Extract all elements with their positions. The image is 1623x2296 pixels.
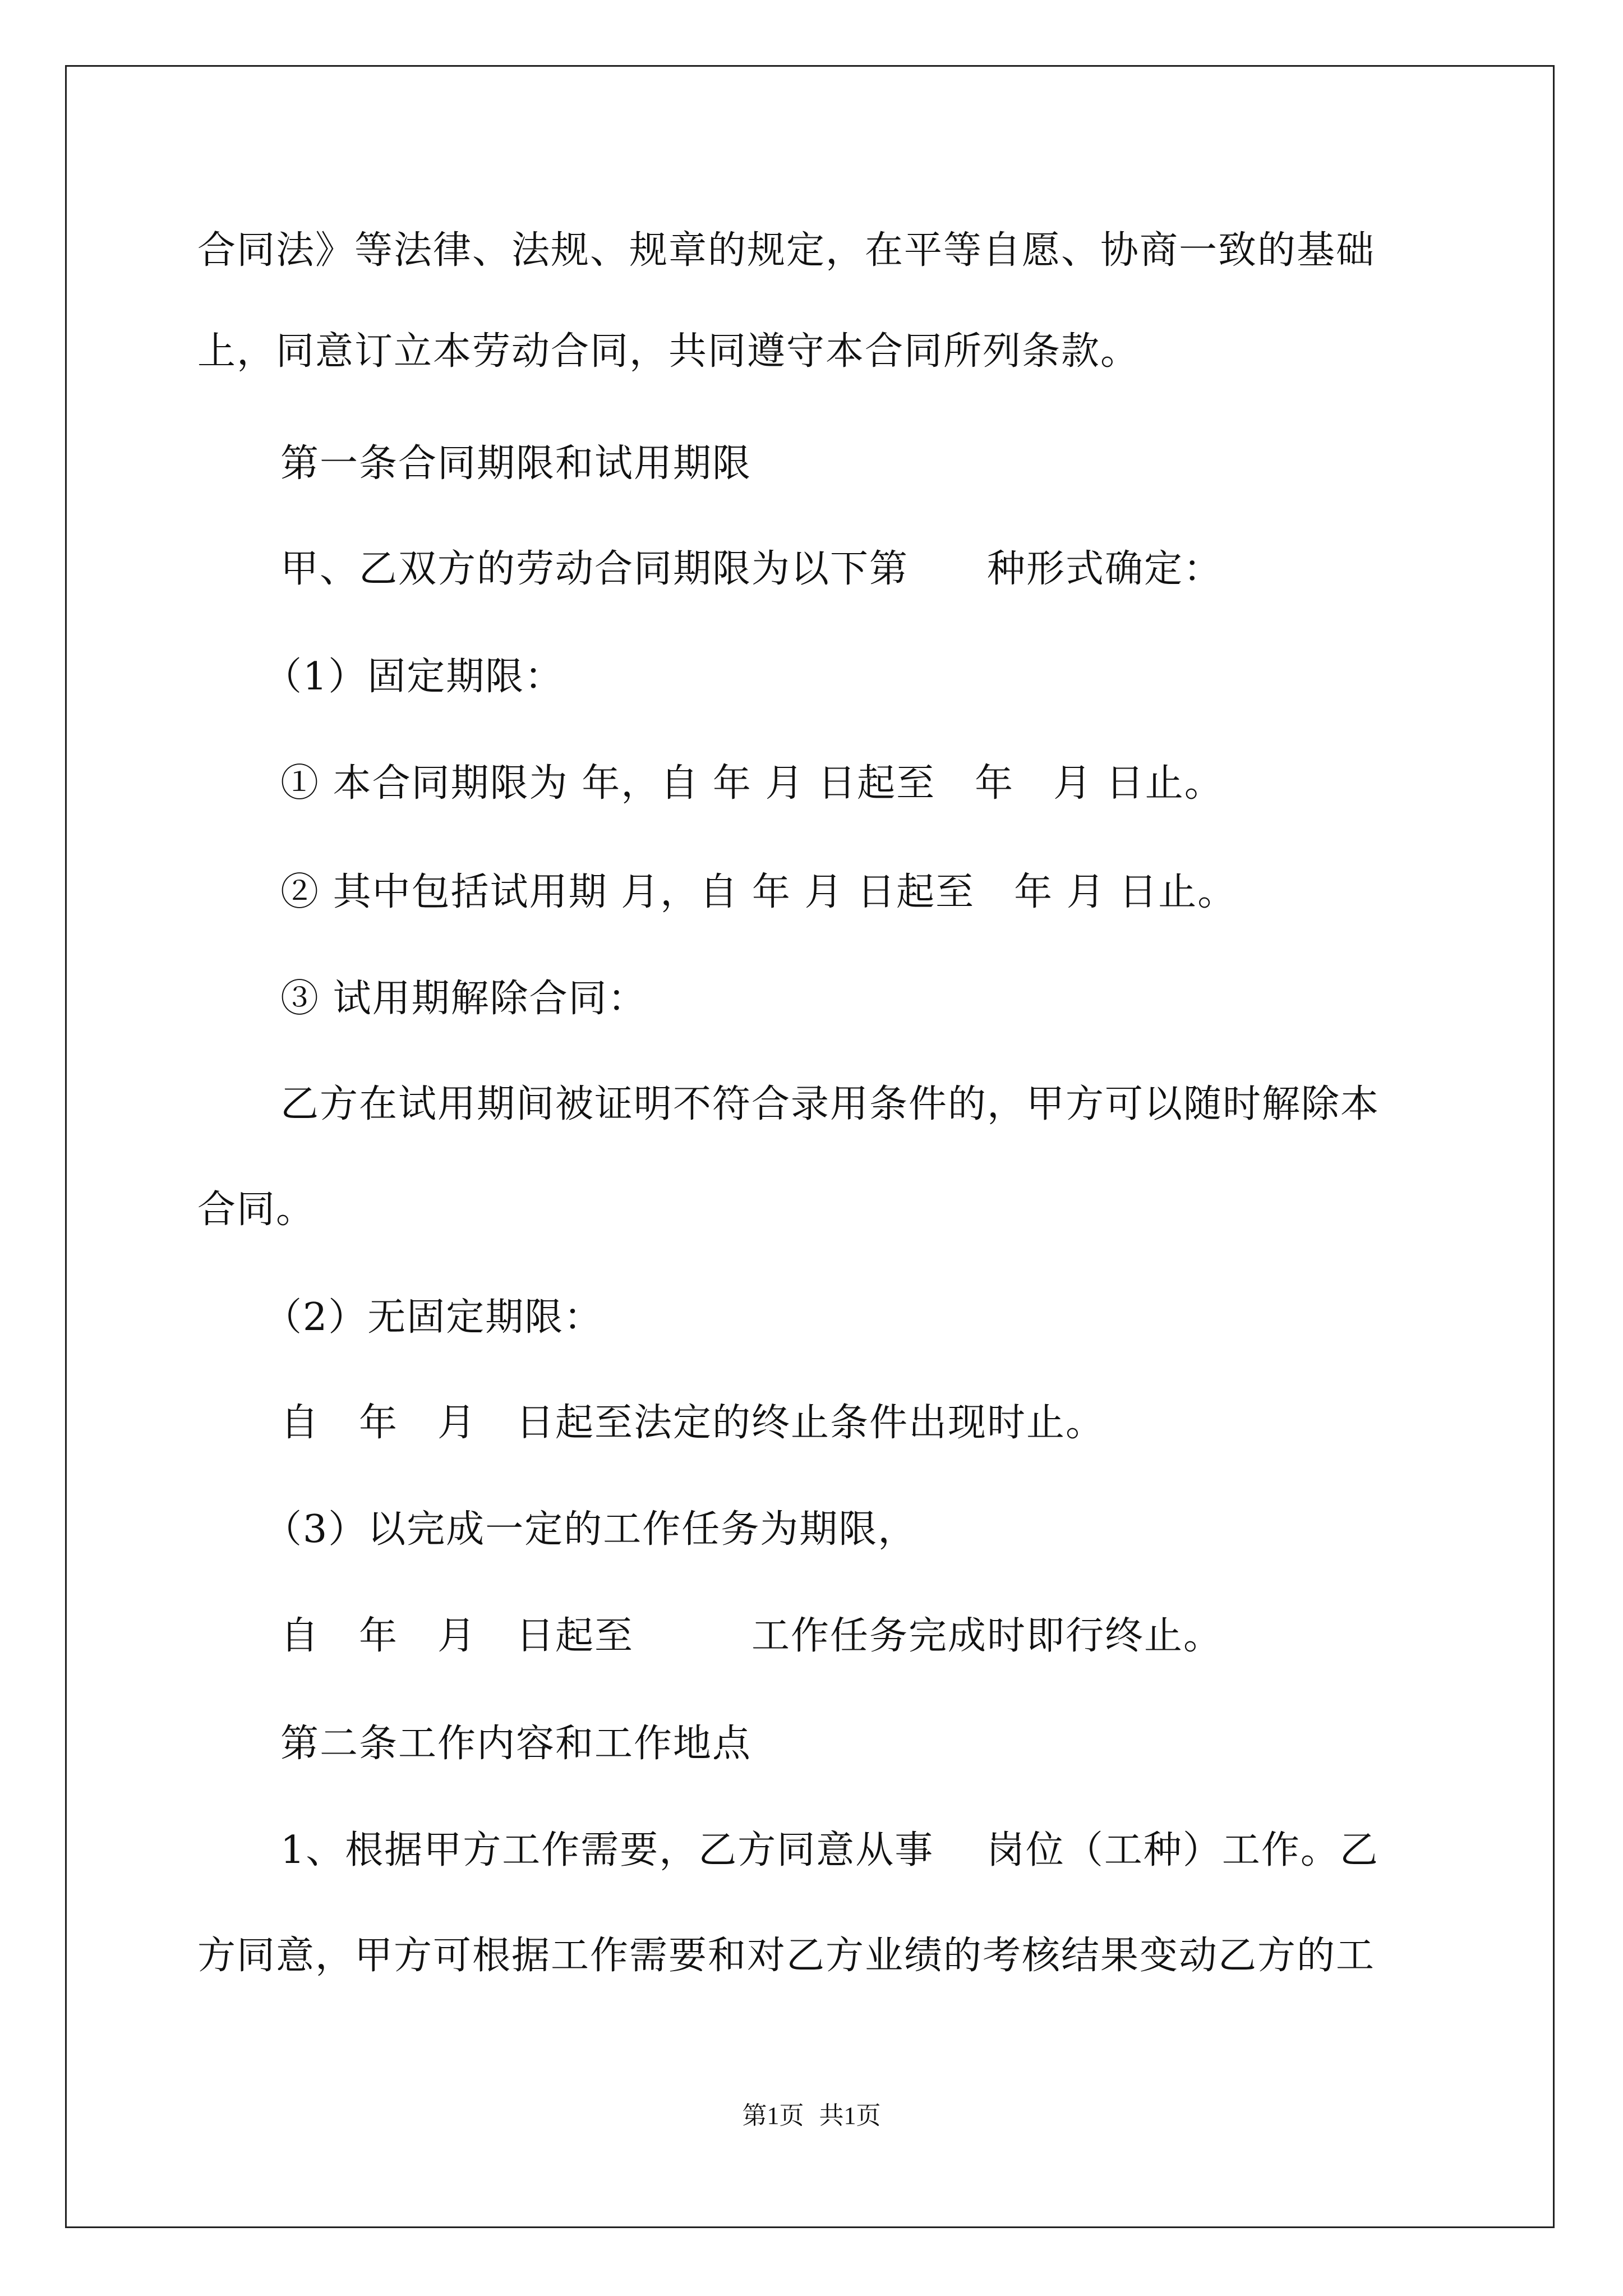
clause-task-term: （3）以完成一定的工作任务为期限， [264,1507,917,1552]
section-heading-2: 第二条工作内容和工作地点 [280,1722,752,1766]
body-line-9: 方同意，甲方可根据工作需要和对乙方业绩的考核结果变动乙方的工 [197,1934,1376,1978]
body-line-4: 乙方在试用期间被证明不符合录用条件的，甲方可以随时解除本 [280,1082,1380,1126]
page-border [65,65,1555,2228]
body-line-5: 合同。 [197,1188,316,1232]
body-line-2: 上，同意订立本劳动合同，共同遵守本合同所列条款。 [197,329,1140,374]
page-total: 共1页 [819,2102,881,2129]
clause-fixed-term: （1）固定期限： [264,655,564,699]
body-line-6: 自 年 月 日起至法定的终止条件出现时止。 [280,1401,1105,1445]
clause-open-term: （2）无固定期限： [264,1295,603,1340]
clause-item-1: ① 本合同期限为 年，自 年 月 日起至 年 月 日止。 [280,761,1224,806]
clause-item-2: ② 其中包括试用期 月，自 年 月 日起至 年 月 日止。 [280,870,1237,914]
body-line-7: 自 年 月 日起至 工作任务完成时即行终止。 [280,1614,1223,1658]
body-line-1: 合同法》等法律、法规、规章的规定，在平等自愿、协商一致的基础 [197,228,1376,273]
section-heading-1: 第一条合同期限和试用期限 [280,441,752,486]
page-footer [0,2099,1623,2133]
clause-item-3: ③ 试用期解除合同： [280,977,647,1021]
page-number: 第1页 [742,2102,804,2129]
body-line-8: 1、根据甲方工作需要，乙方同意从事 岗位（工种）工作。乙 [280,1828,1379,1872]
body-line-3: 甲、乙双方的劳动合同期限为以下第 种形式确定： [280,547,1223,591]
